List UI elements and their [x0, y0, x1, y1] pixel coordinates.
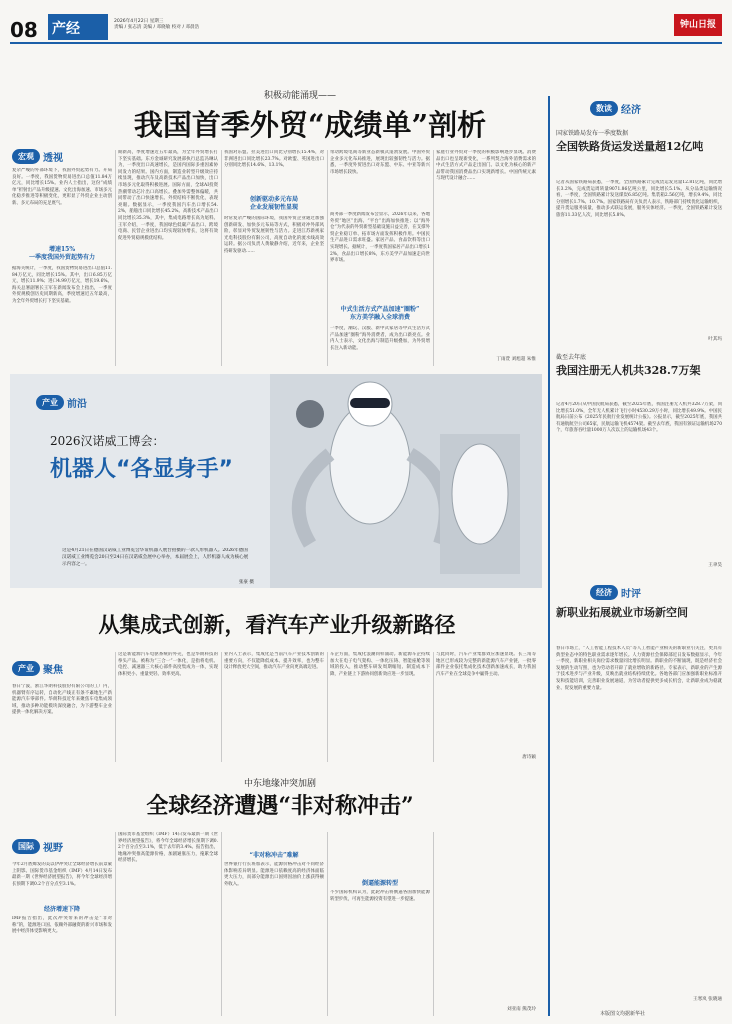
tag-pill: 产业 [36, 395, 64, 410]
tag-data-economy [590, 100, 641, 116]
box1-kicker: 国家铁路局发布一季度数据 [556, 130, 629, 137]
tag-word: 透视 [43, 152, 63, 164]
robot-headline: 机器人“各显身手” [50, 457, 233, 482]
top-subhead3 [330, 306, 430, 322]
global-byline: 刘亚南 熊茂玲 [506, 1007, 536, 1012]
header-meta [114, 19, 199, 32]
top-subhead3-a: 中式生活方式产品加速“圈粉” [340, 306, 420, 313]
auto-text4: 车企方面，集成化浪潮同样涌动。新能源车企持续加大在电子电气架构、一体化压铸、智能座舱等领域的投入，推动整车研发周期缩短、制造成本下降，产业链上下游协同创新效应进一步显现。 [330, 652, 430, 677]
global-subhead3: 倒逼能源转型 [361, 880, 398, 887]
tag-word: 经济 [621, 104, 641, 116]
col-divider [433, 832, 434, 1016]
tag-industry-frontier [36, 394, 87, 410]
col-divider [433, 150, 434, 366]
auto-text2: 这是新能源汽车电驱系统的外壳，也是华朗科技的拳头产品。被称为“三合一”一体化，是指将电机、电控、减速器三大核心部件高度集成为一体，实现体积更小、重量更轻、效率更高。 [118, 652, 218, 677]
box1-title: 全国铁路货运发送量超12亿吨 [556, 140, 704, 153]
tag-pill: 经济 [590, 585, 618, 600]
box1-text: 记者从国家铁路局获悉，一季度，全国铁路累计完成货运发送量12.81亿吨，同比增长3.2%，完成货运周转量9071.86亿吨公里，同比增长5.1%。从分品类运输情况看，一季度，全国铁路累计发送煤炭6.85亿吨。集装箱2.56亿吨，增长9.4%，同比分别增长1.7%、10.7%。国家铁路局有关负责人表示，铁路部门持续优化运输组织，提升货运服务质量，推动多式联运发展，服务实体经济。一季度，全国铁路累计发送旅客11.33亿人次，同比增长5.8%。 [556, 180, 722, 218]
col-divider [221, 150, 222, 366]
box2-byline: 王聿昊 [708, 563, 722, 568]
top-col3b-text: 时常复杂严峻的国际环境，我国外贸企业通过加强创新研发、加快多元布局等方式，积极对冲外部风险，彰显对外贸发展韧性与活力。走进江苏新视家光电科技股份有限公司，高度自动化的流水线高效运转。据公司负责人黄敏静介绍，近年来，企业坚持研发驱动…… [224, 216, 324, 254]
global-kicker: 中东地缘冲突加剧 [243, 779, 316, 789]
sidebar-divider [548, 96, 550, 1016]
box3-title: 新职业拓展就业市场新空间 [556, 606, 688, 619]
box2-kicker: 截至去年底 [556, 354, 587, 361]
header-rule [10, 42, 722, 44]
tag-word: 聚焦 [43, 664, 63, 676]
section-name: 产经 [48, 14, 108, 40]
auto-byline: 唐诗颖 [522, 755, 536, 760]
auto-text3: 业内人士表示，集成化是当前汽车产业技术创新的重要方向，不仅能降低成本、提升效率，也为整车设计释放更大空间，推动汽车产业向更高端迈进。 [224, 652, 324, 671]
tag-economy-review [590, 584, 641, 600]
header-date: 2026年4月22日 星期三 [114, 19, 164, 24]
tag-industry-focus [12, 660, 63, 676]
global-text5: 不少国际机构认为，此轮冲击将倒逼各国加快能源转型步伐，可再生能源投资有望进一步提速。 [330, 890, 430, 902]
col-divider [327, 652, 328, 762]
tag-pill: 国际 [12, 839, 40, 854]
box2-title: 我国注册无人机共328.7万架 [556, 364, 701, 377]
global-headline: 全球经济遭遇“非对称冲击” [146, 793, 414, 819]
auto-text1: 春日宁波，浙江华朗科技股份有限公司的工厂内，机器臂有序运转，自动化产线正有条不紊地生产新能源汽车零部件。华朗科技近年来聚焦车电集成领域，推动多种功能模块深度融合，为下游整车企业提供一体化解决方案。 [12, 684, 112, 716]
col-divider [115, 150, 116, 366]
tag-pill: 产业 [12, 661, 40, 676]
tag-word: 前沿 [67, 398, 87, 410]
tag-pill: 数读 [590, 101, 618, 116]
top-subhead2-b: 企业发展韧性显现 [249, 204, 298, 211]
top-col2-text: 期新高，季度增速近五年最高，为全年外贸增长打下坚实基础。东方金诚研究发展部执行总监冯琳认为，一季度出口高速增长，是国内国际多重因素协同发力的结果。国内方面，制造业转型升级效应持续显现，推动汽车及高新技术产品出口加快，出口市场多元化取得积极进展。国际方面，全球AI投资热潮带动芯片出口高增长。叠加外需整体偏暖，共同带动了出口快速增长。外贸结构不断优化，表现亮眼。数据显示，一季度我国汽车出口增长54.2%，船舶出口同比增长45.2%。高新技术产品出口同比增长35.3%，其中，集成电路增长高为尾料。王军介绍，一季度，我国绿色低碳产品出口、跨境电商、民营企业进出口均实现较快增长，这将有效促进外贸稳规模优结构。 [118, 150, 218, 241]
global-subhead2: “非对称冲击”难解 [249, 852, 299, 859]
global-text3: 国际货币基金组织（IMF）14日发布最新一期《世界经济展望报告》，将今年全球经济增长预期下调0.2个百分点至3.1%，低于去年的3.4%。报告指出，地缘冲突推高能源价格，加剧通胀压力，拖累全球经济增长。 [118, 832, 218, 864]
robot-caption: 这是4月21日在德国汉诺威工业博览会华谊机器人展台拍摄的一款人形机器人。2026年德国汉诺威工业博览会20日至24日在汉诺威会展中心举办，本届展会上，人形机器人成为核心展示内容之一。 [62, 548, 249, 567]
top-col3-text: 我国对东盟、拉美进出口同比分别增长15.4%，对非洲进出口同比增长23.7%。对欧盟、英国进出口分别同比增长14.6%、13.1%。 [224, 150, 324, 169]
top-subhead1-b: 一季度我国外贸起势有力 [28, 254, 95, 261]
header-staff: 责编 / 张志清 美编 / 邓晓敏 校对 / 邓晨浩 [114, 25, 200, 31]
top-subhead2 [224, 196, 324, 212]
top-headline: 我国首季外贸“成绩单”剖析 [133, 108, 487, 142]
robot-photographer: 张豪 摄 [238, 580, 254, 585]
paper-logo: 钟山日报 [674, 14, 722, 36]
tag-word: 时评 [621, 588, 641, 600]
top-col1-text: 复杂严峻的外部环境下，我国外贸起势有力。开局良好。一季度，我国货物贸易进出口总值11.84万亿元，同比增长15%。业内人士指出，这份“成绩单”折射出产品升级提速、文化出海加速、市场多元化稳步推进等积极变化，更彰显了外贸企业主动创新、多元布局的充足底气。 [12, 168, 112, 206]
col-divider [327, 832, 328, 1016]
tag-macro [12, 148, 63, 164]
page-number: 08 [10, 18, 38, 42]
tag-pill: 宏观 [12, 149, 40, 164]
top-subhead1 [12, 246, 112, 262]
col-divider [115, 832, 116, 1016]
top-col4b-text: 商务部一季度新闻发布会显示，2026年以来，各地外贸“地区”出海、“平台”出海加快推进；以“海外仓”为代表的外贸新型基础设施日益完善，在支撑外贸企业稳订单、拓市场方面发挥积极作用。中国民生产品进口需求旺盛。家居产品、食品饮料等出口实现增长。据统计，一季度我国家居产品出口增长12%，食品出口增长8%，东方美学产品加速走向世界市场。 [330, 212, 430, 264]
global-text4: 世界银行行长班加表示，能源价格冲击对不同经济体影响差异明显。能源进口依赖度高的经济体面临更大压力，而部分能源出口国则因油价上涨获得额外收入。 [224, 862, 324, 887]
col-divider [115, 652, 116, 762]
auto-headline: 从集成式创新，看汽车产业升级新路径 [98, 612, 456, 637]
top-col1b-text: 据海关统计，一季度，我国货物贸易进出口总值11.84万亿元，同比增长15%。其中，出口6.85万亿元，增长11.9%；进口4.99万亿元，增长19.6%。海关总署副署长王军在新闻发布会上指出，一季度外贸规模创历史同期新高，季度增速近五年最高，为全年外贸增长打下坚实基础。 [12, 266, 112, 304]
top-col4-text: 带动跨境电商等新业态新模式蓬勃发展。中国外贸企业多元化布局推进，展现出较强韧性与活力。据悉，一季度外贸进出口对东盟、中东、中亚等新兴市场增长较快。 [330, 150, 430, 175]
top-subhead1-a: 增速15% [48, 246, 76, 253]
box3-byline: 王寒岚 张晓通 [692, 997, 722, 1002]
col-divider [433, 652, 434, 762]
tag-word: 视野 [43, 842, 63, 854]
top-byline: 丁雨萱 刘旭超 朱惟 [496, 357, 536, 362]
global-text2: IMF报告指出，此次冲突带来的冲击是“非对称”的，能源进口国、依赖外部融资的新兴市场和发展中经济体受影响更大。 [12, 916, 112, 935]
top-col4c-text: 一季度，潮玩、汉服、新中式家居等中式生活方式产品加速“圈粉”海外消费者，成为出口新亮点。业内人士表示，文化出海与制造升级叠加，为外贸增长注入新动能。 [330, 326, 430, 351]
top-subhead3-b: 东方美学融入全球消费 [349, 314, 410, 321]
footer-note: 本版图文均据新华社 [600, 1011, 646, 1017]
auto-text5: 与此同时，汽车产业集群效应加速显现。长三角等地区已形成较为完整的新能源汽车产业链，一批零部件企业依托集成化技术创新加速成长，助力我国汽车产业在全球竞争中赢得主动。 [436, 652, 536, 677]
top-kicker: 积极动能涌现—— [263, 91, 336, 101]
top-col5-text: 家庭行业外贸对一季度的积极影响逐步显现。消费品出口也呈现新变化，一系列契合海外消费需求的中式生活方式产品走出国门。以文化为核心的新产品带动我国消费品出口实现新增长。中国传统元素与现代设计融合…… [436, 150, 536, 182]
box1-byline: 叶其玛 [708, 337, 722, 342]
box2-text: 记者4月20日从中国民航局获悉，截至2025年底，我国注册无人机共328.7万架，同比增长51.0%，全年无人机累计飞行小时4530.29万小时，同比增长49.9%。中国民航局日前公布《2025年民航行业发展统计公报》。公报显示，截至2025年底，我国共有通航航空公司65家，民航运输飞机4574架。截至去年底，我国有颁证运输机场270个，年旅客吞吐量1000万人次以上的运输机场43个。 [556, 402, 722, 434]
global-text1: 今年2月底爆发的美以伊冲突让全球经济增长前景蒙上阴影。国际货币基金组织（IMF）4月14日发布最新一期《世界经济展望报告》，将今年全球经济增长预期下调0.2个百分点至3.1%。 [12, 862, 112, 887]
robot-kicker: 2026汉诺威工博会： [50, 434, 165, 448]
global-subhead1: 经济增速下降 [43, 906, 80, 913]
col-divider [327, 150, 328, 366]
col-divider [221, 832, 222, 1016]
col-divider [221, 652, 222, 762]
box3-text: 春日市场上，“人工智能工程技术人员”等人工智能产业相关的新职业引关注，更具有典型业态中的特色职业需求逐年增长。人力资源社会保障部近日发布数据显示，今年一季度，新职业相关岗位需求数量同比增长明显。新职业的不断涌现，既是经济社会发展的生动写照，也为劳动者开辟了就业增收的新路径。专家表示，新职业的产生源于技术进步与产业升级，反映出就业结构持续优化。各地各部门应加强新职业标准开发和技能培训，完善职业发展通道，为劳动者提供更多成长机会，让新职业成为稳就业、促发展的重要力量。 [556, 646, 722, 691]
tag-international [12, 838, 63, 854]
top-subhead2-a: 创新驱动多元布局 [249, 196, 298, 203]
